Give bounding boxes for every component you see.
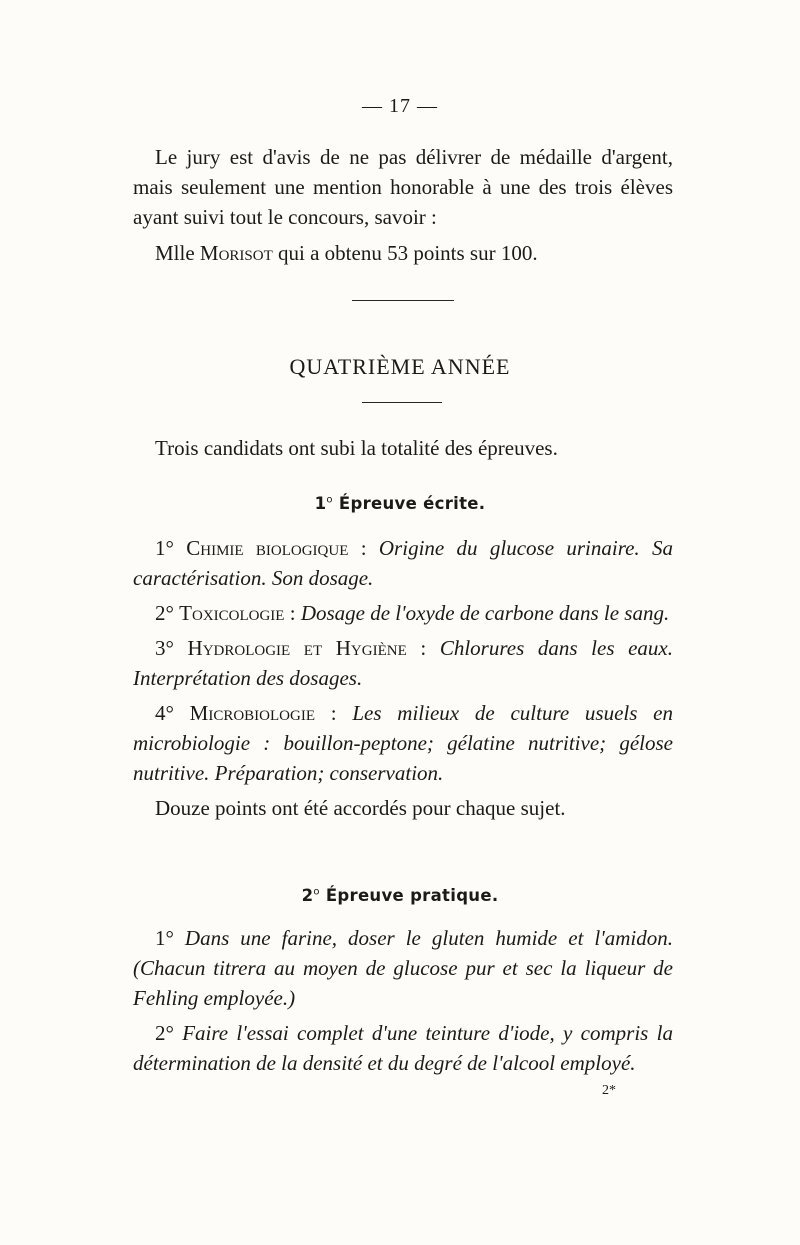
- item-number: 2°: [155, 1021, 183, 1045]
- written-item-1: [133, 533, 673, 593]
- practical-items: [133, 923, 673, 1078]
- written-degree: o: [326, 494, 333, 506]
- practical-exam-heading: [0, 886, 800, 905]
- written-item-3: [133, 633, 673, 693]
- student-name: Morisot: [199, 241, 273, 265]
- points-note: Douze points ont été accordés pour chaque sujet.: [155, 796, 566, 820]
- written-title: Épreuve écrite.: [332, 494, 486, 513]
- written-item-2: [133, 598, 673, 628]
- item-subject: Chimie biologique: [186, 536, 349, 560]
- item-subject: Toxicologie: [179, 601, 285, 625]
- item-separator: :: [348, 536, 379, 560]
- section-title: QUATRIÈME ANNÉE: [289, 354, 511, 379]
- intro-block: [133, 142, 673, 268]
- written-number: 1: [314, 494, 327, 513]
- score-text: qui a obtenu 53 points sur 100.: [272, 241, 538, 265]
- honorable-mention-paragraph: [133, 238, 673, 268]
- practical-number: 2: [301, 886, 314, 905]
- practical-item-2: [133, 1018, 673, 1078]
- item-subject: Microbiologie: [189, 701, 315, 725]
- section-divider-bottom: [362, 402, 442, 403]
- item-text: Dosage de l'oxyde de carbone dans le sang.: [300, 601, 670, 625]
- item-number: 1°: [155, 926, 185, 950]
- item-separator: :: [315, 701, 353, 725]
- title-prefix: Mlle: [155, 241, 200, 265]
- page-number: — 17 —: [362, 95, 438, 117]
- candidates-block: [133, 433, 673, 463]
- item-number: 2°: [155, 601, 180, 625]
- practical-degree: o: [313, 886, 320, 898]
- written-item-4: [133, 698, 673, 788]
- item-text: Faire l'essai complet d'une teinture d'iode, y compris la détermination de la densité et du degré de l'alcool employé.: [133, 1021, 673, 1075]
- item-text: Dans une farine, doser le gluten humide et l'amidon. (Chacun titrera au moyen de glucose pur et sec la liqueur de Fehling employée.): [133, 926, 673, 1010]
- signature-mark: 2*: [602, 1083, 616, 1098]
- written-exam-heading: [0, 494, 800, 513]
- jury-decision-paragraph: Le jury est d'avis de ne pas délivrer de médaille d'argent, mais seulement une mention honorable à une des trois élèves ayant suivi tout le concours, savoir :: [133, 145, 673, 229]
- item-text: Les milieux de culture usuels en microbiologie : bouillon-peptone; gélatine nutritive; gélose nutritive. Préparation; conservation.: [133, 701, 673, 785]
- candidates-paragraph: Trois candidats ont subi la totalité des épreuves.: [155, 436, 558, 460]
- item-number: 1°: [155, 536, 187, 560]
- item-text: Chlorures dans les eaux. Interprétation des dosages.: [133, 636, 674, 690]
- item-text: Origine du glucose urinaire. Sa caractérisation. Son dosage.: [133, 536, 673, 590]
- written-items: [133, 533, 673, 823]
- item-separator: :: [406, 636, 440, 660]
- item-separator: :: [284, 601, 301, 625]
- practical-item-1: [133, 923, 673, 1013]
- item-number: 3°: [155, 636, 188, 660]
- section-divider-top: [352, 300, 454, 301]
- item-subject: Hydrologie et Hygiène: [187, 636, 407, 660]
- practical-title: Épreuve pratique.: [319, 886, 499, 905]
- item-number: 4°: [155, 701, 190, 725]
